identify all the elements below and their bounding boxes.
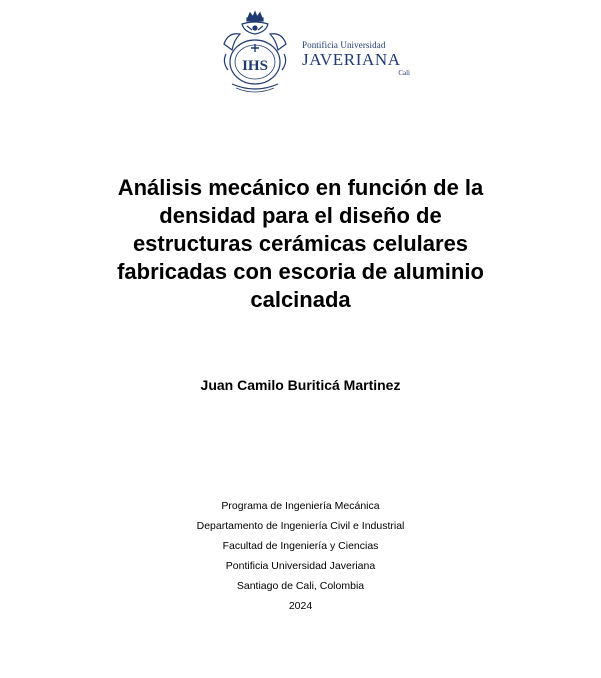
logo-line-javeriana: JAVERIANA bbox=[302, 50, 401, 69]
title-line: fabricadas con escoria de aluminio bbox=[117, 259, 484, 284]
program-name: Programa de Ingeniería Mecánica bbox=[221, 500, 380, 512]
department-name: Departamento de Ingeniería Civil e Industrial bbox=[196, 520, 405, 532]
year: 2024 bbox=[288, 600, 313, 612]
seal-initials: IHS bbox=[242, 58, 268, 74]
document-title bbox=[60, 174, 541, 314]
university-seal-icon bbox=[214, 10, 296, 94]
title-line: estructuras cerámicas celulares bbox=[132, 231, 469, 256]
author-name: Juan Camilo Buriticá Martinez bbox=[200, 377, 401, 393]
logo-line-pontificia: Pontificia Universidad bbox=[302, 40, 386, 50]
title-line: Análisis mecánico en función de la bbox=[117, 175, 484, 200]
affiliation-block bbox=[100, 496, 501, 616]
faculty-name: Facultad de Ingeniería y Ciencias bbox=[222, 540, 379, 552]
title-line: calcinada bbox=[250, 287, 351, 312]
university-name bbox=[302, 40, 420, 77]
city-country: Santiago de Cali, Colombia bbox=[236, 580, 365, 592]
university-name-text: Pontificia Universidad Javeriana bbox=[225, 560, 376, 572]
logo-line-cali: Cali bbox=[398, 69, 410, 77]
university-logo bbox=[214, 10, 414, 94]
title-line: densidad para el diseño de bbox=[159, 203, 442, 228]
